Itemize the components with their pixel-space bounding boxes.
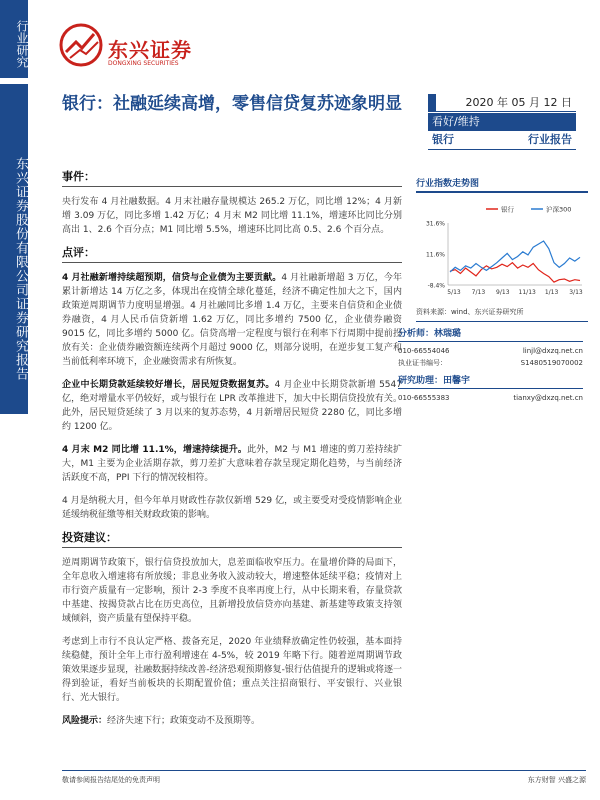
legend-label-1: 银行 [501, 205, 514, 214]
report-title: 银行：社融延续高增，零售信贷复苏迹象明显 [62, 94, 402, 114]
comment-paragraph-3 [62, 443, 402, 485]
risk-heading: 风险提示： [62, 716, 108, 726]
index-chart-box [416, 176, 588, 322]
event-paragraph: 央行发布 4 月社融数据。4 月末社融存量规模达 265.2 万亿，同比增 12%；4 月新增 3.09 万亿，同比多增 1.42 万亿；4 月末 M2 同比增 11.1%，增速环比同比分别高出 1、2.6 个百分点；M1 同比增 5.5%，增速环比同比高 0.5、2.6 个百分点。 [62, 197, 402, 235]
invest-paragraph-2: 考虑到上市行不良认定严格、拨备充足，2020 年业绩释放确定性仍较强，基本面持续稳健，预计全年上市行盈利增速在 4-5%，较 2019 年略下行。随着逆周期调节政策效果逐步显现，社融数据持续改善-经济恐观预期修复-银行估值提升的逻辑或将逐一得到验证，看好当前板块的长期配置价值；重点关注招商银行、平安银行、兴业银行、光大银行。 [62, 637, 402, 703]
analyst-email[interactable]: linjl@dxzq.net.cn [522, 347, 583, 355]
assistant-name-row [398, 373, 583, 389]
y-tick-label: 31.6% [425, 220, 445, 228]
logo-text-cn: 东兴证券 [108, 38, 192, 62]
comment-paragraph-1 [62, 271, 402, 369]
analyst-contact [398, 345, 583, 357]
assistant-phone: 010-66555383 [398, 394, 450, 402]
series-line-2 [450, 241, 580, 272]
report-type-tag: 行业报告 [528, 133, 572, 146]
report-date: 2020 年 05 月 12 日 [428, 94, 576, 112]
footer-disclaimer: 敬请参阅报告结尾处的免责声明 [62, 776, 160, 784]
invest-paragraph-1: 逆周期调节政策下，银行信贷投放加大，息差面临收窄压力。在量增价降的局面下，全年息收入增速将有所放缓；非息业务收入波动较大，增速整体延续平稳；疫情对上市行资产质量有一定影响，预计 2-3 季度不良率再度上行，从中长期来看，存量贷款中基建、按揭贷款占比在历史高位，且新增投放信贷亦向基建、新基建等政策支持领域倾斜，资产质量有望保持平稳。 [62, 558, 402, 624]
x-tick-label: 1/13 [544, 289, 559, 296]
comment-3-text: 此外，M2 与 M1 增速的剪刀差持续扩大，M1 主要为企业活期存款，剪刀差扩大意味着存款呈现定期化趋势，与当前经济活跃度不高，PPI 下行的情况较相符。 [62, 445, 402, 483]
analyst-cert [398, 357, 583, 369]
comment-heading: 点评： [62, 246, 402, 263]
risk-text: 经济失速下行；政策变动不及预期等。 [107, 716, 261, 726]
company-logo [58, 22, 228, 72]
page-footer [62, 770, 586, 785]
analyst-phone: 010-66554046 [398, 347, 450, 355]
x-tick-label: 5/13 [447, 289, 461, 296]
sidebar [0, 0, 28, 800]
chart-title: 行业指数走势图 [416, 176, 588, 193]
x-tick-label: 7/13 [471, 289, 486, 296]
x-tick-label: 3/13 [569, 289, 583, 296]
industry-tag: 银行 [432, 133, 454, 146]
comment-2-lead: 企业中长期贷款延续较好增长，居民短贷数据复苏。 [62, 380, 275, 390]
comment-1-text: 4 月社融新增超 3 万亿，今年累计新增达 14 万亿之多，体现出在疫情全球化蔓延，经济不确定性加大之下，国内政策逆周期调节力度明显增强。4 月社融同比多增 1.4 万亿，主要来自信贷和企业债券融资，4 月人民币信贷新增 1.62 万亿，同比多增约 7500 亿，企业债券融资 9015 亿，同比多增约 5000 亿。信贷高增一定程度与银行在利率下行周期中提前投放有关：企业债券融资额连续两个月超过 9000 亿，则部分说明，在逆步复工复产和当前低利率环境下，企业融资需求有所恢复。 [62, 273, 402, 367]
assistant-email[interactable]: tianxy@dxzq.net.cn [513, 394, 583, 402]
invest-heading: 投资建议： [62, 531, 402, 548]
comment-1-lead: 4 月社融新增持续超预期，信贷与企业债为主要贡献。 [62, 273, 282, 283]
analyst-block-1 [398, 326, 583, 369]
assistant-role: 研究助理： [398, 376, 444, 386]
logo-mark-icon [58, 22, 104, 68]
risk-paragraph [62, 714, 402, 728]
cert-label: 执业证书编号： [398, 359, 447, 367]
assistant-contact [398, 392, 583, 404]
event-heading: 事件： [62, 170, 402, 187]
cert-number: S1480519070002 [520, 359, 583, 367]
report-body [62, 166, 402, 737]
comment-3-lead: 4 月末 M2 同比增 11.1%，增速持续提升。 [62, 445, 248, 455]
logo-text-en: DONGXING SECURITIES [108, 60, 179, 67]
analyst-name: 林瑞璐 [434, 329, 462, 339]
sidebar-company: 东兴证券股份有限公司证券研究报告 [0, 84, 28, 414]
chart-source: 资料来源：wind、东兴证券研究所 [416, 307, 588, 322]
comment-2-text: 4 月企业中长期贷款新增 5547 亿，绝对增量水平仍较好，或与银行在 LPR 改革推进下，加大中长期信贷投放有关。此外，居民短贷延续了 3 月以来的复苏态势，4 月新增居民短贷 2280 亿，同比多增约 1200 亿。 [62, 380, 402, 432]
sidebar-category: 行业研究 [0, 0, 28, 78]
analyst-name-row [398, 326, 583, 342]
x-tick-label: 11/13 [518, 289, 536, 296]
report-meta [428, 94, 576, 150]
assistant-name: 田馨宇 [443, 376, 471, 386]
analyst-block-2 [398, 373, 583, 404]
rating-badge: 看好/维持 [428, 113, 576, 131]
y-tick-label: -8.4% [427, 282, 445, 290]
comment-paragraph-4: 4 月是纳税大月，但今年单月财政性存款仅新增 529 亿，或主要受对受疫情影响企业延缓纳税征缴等相关财政政策的影响。 [62, 496, 402, 520]
footer-slogan: 东方财智 兴盛之源 [527, 776, 586, 784]
x-tick-label: 9/13 [496, 289, 510, 296]
y-tick-label: 11.6% [425, 251, 445, 259]
meta-tags [428, 131, 576, 150]
comment-paragraph-2 [62, 378, 402, 434]
analyst-role: 分析师： [398, 329, 435, 339]
legend-label-2: 沪深300 [546, 205, 572, 214]
index-trend-chart [416, 201, 588, 301]
analyst-list [398, 322, 583, 404]
